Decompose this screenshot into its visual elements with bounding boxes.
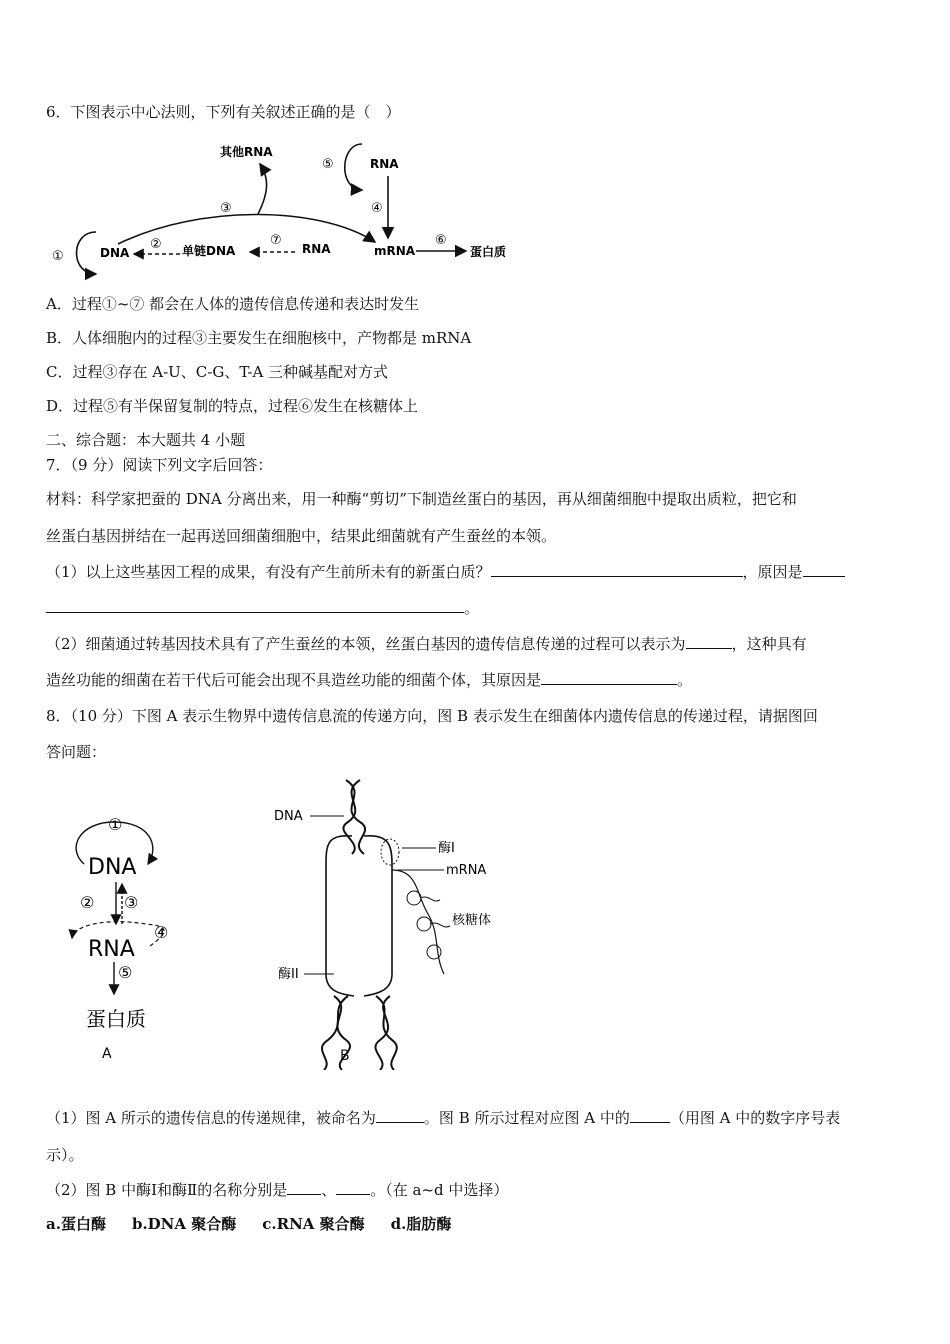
answer-blank[interactable] bbox=[376, 1108, 424, 1123]
process-5-number: ⑤ bbox=[322, 157, 334, 172]
figa-rna: RNA bbox=[88, 937, 135, 962]
q8-stem-line1: 8．（10 分）下图 A 表示生物界中遗传信息流的传递方向，图 B 表示发生在细菌体内遗传信息的传递过程，请据图回 bbox=[46, 707, 818, 725]
q8-sub2-sep: 、 bbox=[321, 1181, 337, 1199]
choice-c: c.RNA 聚合酶 bbox=[262, 1215, 365, 1233]
figb-enzyme1: 酶I bbox=[438, 841, 455, 856]
figb-label: B bbox=[340, 1048, 350, 1064]
q8-sub2 bbox=[46, 1180, 508, 1200]
answer-blank[interactable] bbox=[541, 670, 677, 685]
q7-sub2-text: （2）细菌通过转基因技术具有了产生蚕丝的本领，丝蛋白基因的遗传信息传递的过程可以表示为 bbox=[46, 635, 686, 653]
enzyme-1-blob bbox=[381, 839, 399, 865]
other-rna-arrow bbox=[258, 164, 267, 214]
q8-sub1-text: （1）图 A 所示的遗传信息的传递规律，被命名为 bbox=[46, 1109, 376, 1127]
process-4-number: ④ bbox=[371, 201, 383, 216]
mrna-label: mRNA bbox=[374, 244, 416, 258]
figure-a bbox=[60, 806, 200, 1066]
process-3-number: ③ bbox=[220, 201, 232, 216]
figa-process-5: ⑤ bbox=[118, 963, 133, 982]
central-dogma-diagram bbox=[40, 134, 520, 284]
q6-option-a: A．过程①~⑦ 都会在人体的遗传信息传递和表达时发生 bbox=[46, 295, 420, 313]
q6-option-b: B．人体细胞内的过程③主要发生在细胞核中，产物都是 mRNA bbox=[46, 329, 472, 347]
figb-enzyme2: 酶II bbox=[278, 967, 299, 982]
q7-sub2 bbox=[46, 634, 807, 654]
process-5-arrow bbox=[345, 144, 362, 190]
figa-process-4: ④ bbox=[154, 923, 169, 942]
figa-process-2: ② bbox=[80, 893, 95, 912]
process-2-number: ② bbox=[150, 237, 162, 252]
q7-sub2-line2 bbox=[46, 670, 692, 690]
process-7-number: ⑦ bbox=[270, 233, 282, 248]
answer-blank[interactable] bbox=[803, 562, 845, 577]
other-rna-label: 其他RNA bbox=[220, 145, 273, 159]
choice-a: a.蛋白酶 bbox=[46, 1215, 106, 1233]
q7-sub1-end: 。 bbox=[464, 599, 480, 617]
answer-blank[interactable] bbox=[46, 598, 464, 613]
choice-b: b.DNA 聚合酶 bbox=[131, 1215, 237, 1233]
q7-sub2-end: 。 bbox=[677, 671, 693, 689]
q7-sub1 bbox=[46, 562, 845, 582]
q8-stem-line2: 答问题： bbox=[46, 743, 107, 761]
protein-label: 蛋白质 bbox=[470, 245, 507, 259]
process-1-number: ① bbox=[52, 249, 64, 264]
rna-top-label: RNA bbox=[370, 157, 399, 171]
q7-material-line1: 材料：科学家把蚕的 DNA 分离出来，用一种酶“剪切”下制造丝蛋白的基因，再从细菌细胞中提取出质粒，把它和 bbox=[46, 490, 797, 508]
q8-choices bbox=[46, 1214, 451, 1234]
figb-mrna: mRNA bbox=[446, 863, 487, 878]
figa-label: A bbox=[102, 1046, 112, 1062]
q6-option-c: C．过程③存在 A-U、C-G、T-A 三种碱基配对方式 bbox=[46, 363, 389, 381]
q7-sub2-cont: ，这种具有 bbox=[731, 635, 807, 653]
choice-d: d.脂肪酶 bbox=[390, 1215, 452, 1233]
q8-sub1 bbox=[46, 1108, 840, 1128]
answer-blank[interactable] bbox=[336, 1180, 370, 1195]
q7-stem: 7．（9 分）阅读下列文字后回答： bbox=[46, 456, 273, 474]
process-1-arrow bbox=[77, 232, 97, 274]
dna-label: DNA bbox=[100, 246, 130, 260]
answer-blank[interactable] bbox=[686, 634, 732, 649]
q8-sub2-tail: 。（在 a~d 中选择） bbox=[370, 1181, 509, 1199]
q8-sub1-mid: 。图 B 所示过程对应图 A 中的 bbox=[423, 1109, 630, 1127]
figb-ribosome: 核糖体 bbox=[452, 913, 492, 928]
answer-blank[interactable] bbox=[630, 1108, 670, 1123]
figa-dna: DNA bbox=[88, 855, 137, 880]
figure-b bbox=[268, 774, 508, 1070]
single-dna-label: 单链DNA bbox=[182, 244, 236, 258]
answer-blank[interactable] bbox=[491, 562, 743, 577]
q7-sub1-cont bbox=[46, 598, 479, 618]
figa-process-3: ③ bbox=[124, 893, 139, 912]
q8-sub2-text: （2）图 B 中酶Ⅰ和酶Ⅱ的名称分别是 bbox=[46, 1181, 288, 1199]
rna-mid-label: RNA bbox=[302, 242, 331, 256]
q7-sub1-reason: ，原因是 bbox=[742, 563, 803, 581]
q7-sub2-reason: 造丝功能的细菌在若干代后可能会出现不具造丝功能的细菌个体，其原因是 bbox=[46, 671, 542, 689]
q7-sub1-text: （1）以上这些基因工程的成果，有没有产生前所未有的新蛋白质？ bbox=[46, 563, 491, 581]
figa-protein: 蛋白质 bbox=[86, 1007, 146, 1031]
q6-stem: 6．下图表示中心法则，下列有关叙述正确的是（ ） bbox=[46, 103, 401, 121]
answer-blank[interactable] bbox=[287, 1180, 321, 1195]
figb-dna: DNA bbox=[274, 809, 303, 824]
q6-option-d: D．过程⑤有半保留复制的特点，过程⑥发生在核糖体上 bbox=[46, 397, 419, 415]
q7-material-line2: 丝蛋白基因拼结在一起再送回细菌细胞中，结果此细菌就有产生蚕丝的本领。 bbox=[46, 527, 557, 545]
q8-sub1-end: 示）。 bbox=[46, 1146, 84, 1164]
q8-sub1-tail: （用图 A 中的数字序号表 bbox=[669, 1109, 841, 1127]
section-heading: 二、综合题：本大题共 4 小题 bbox=[46, 431, 246, 449]
process-6-number: ⑥ bbox=[435, 233, 447, 248]
figa-process-1: ① bbox=[108, 815, 123, 834]
